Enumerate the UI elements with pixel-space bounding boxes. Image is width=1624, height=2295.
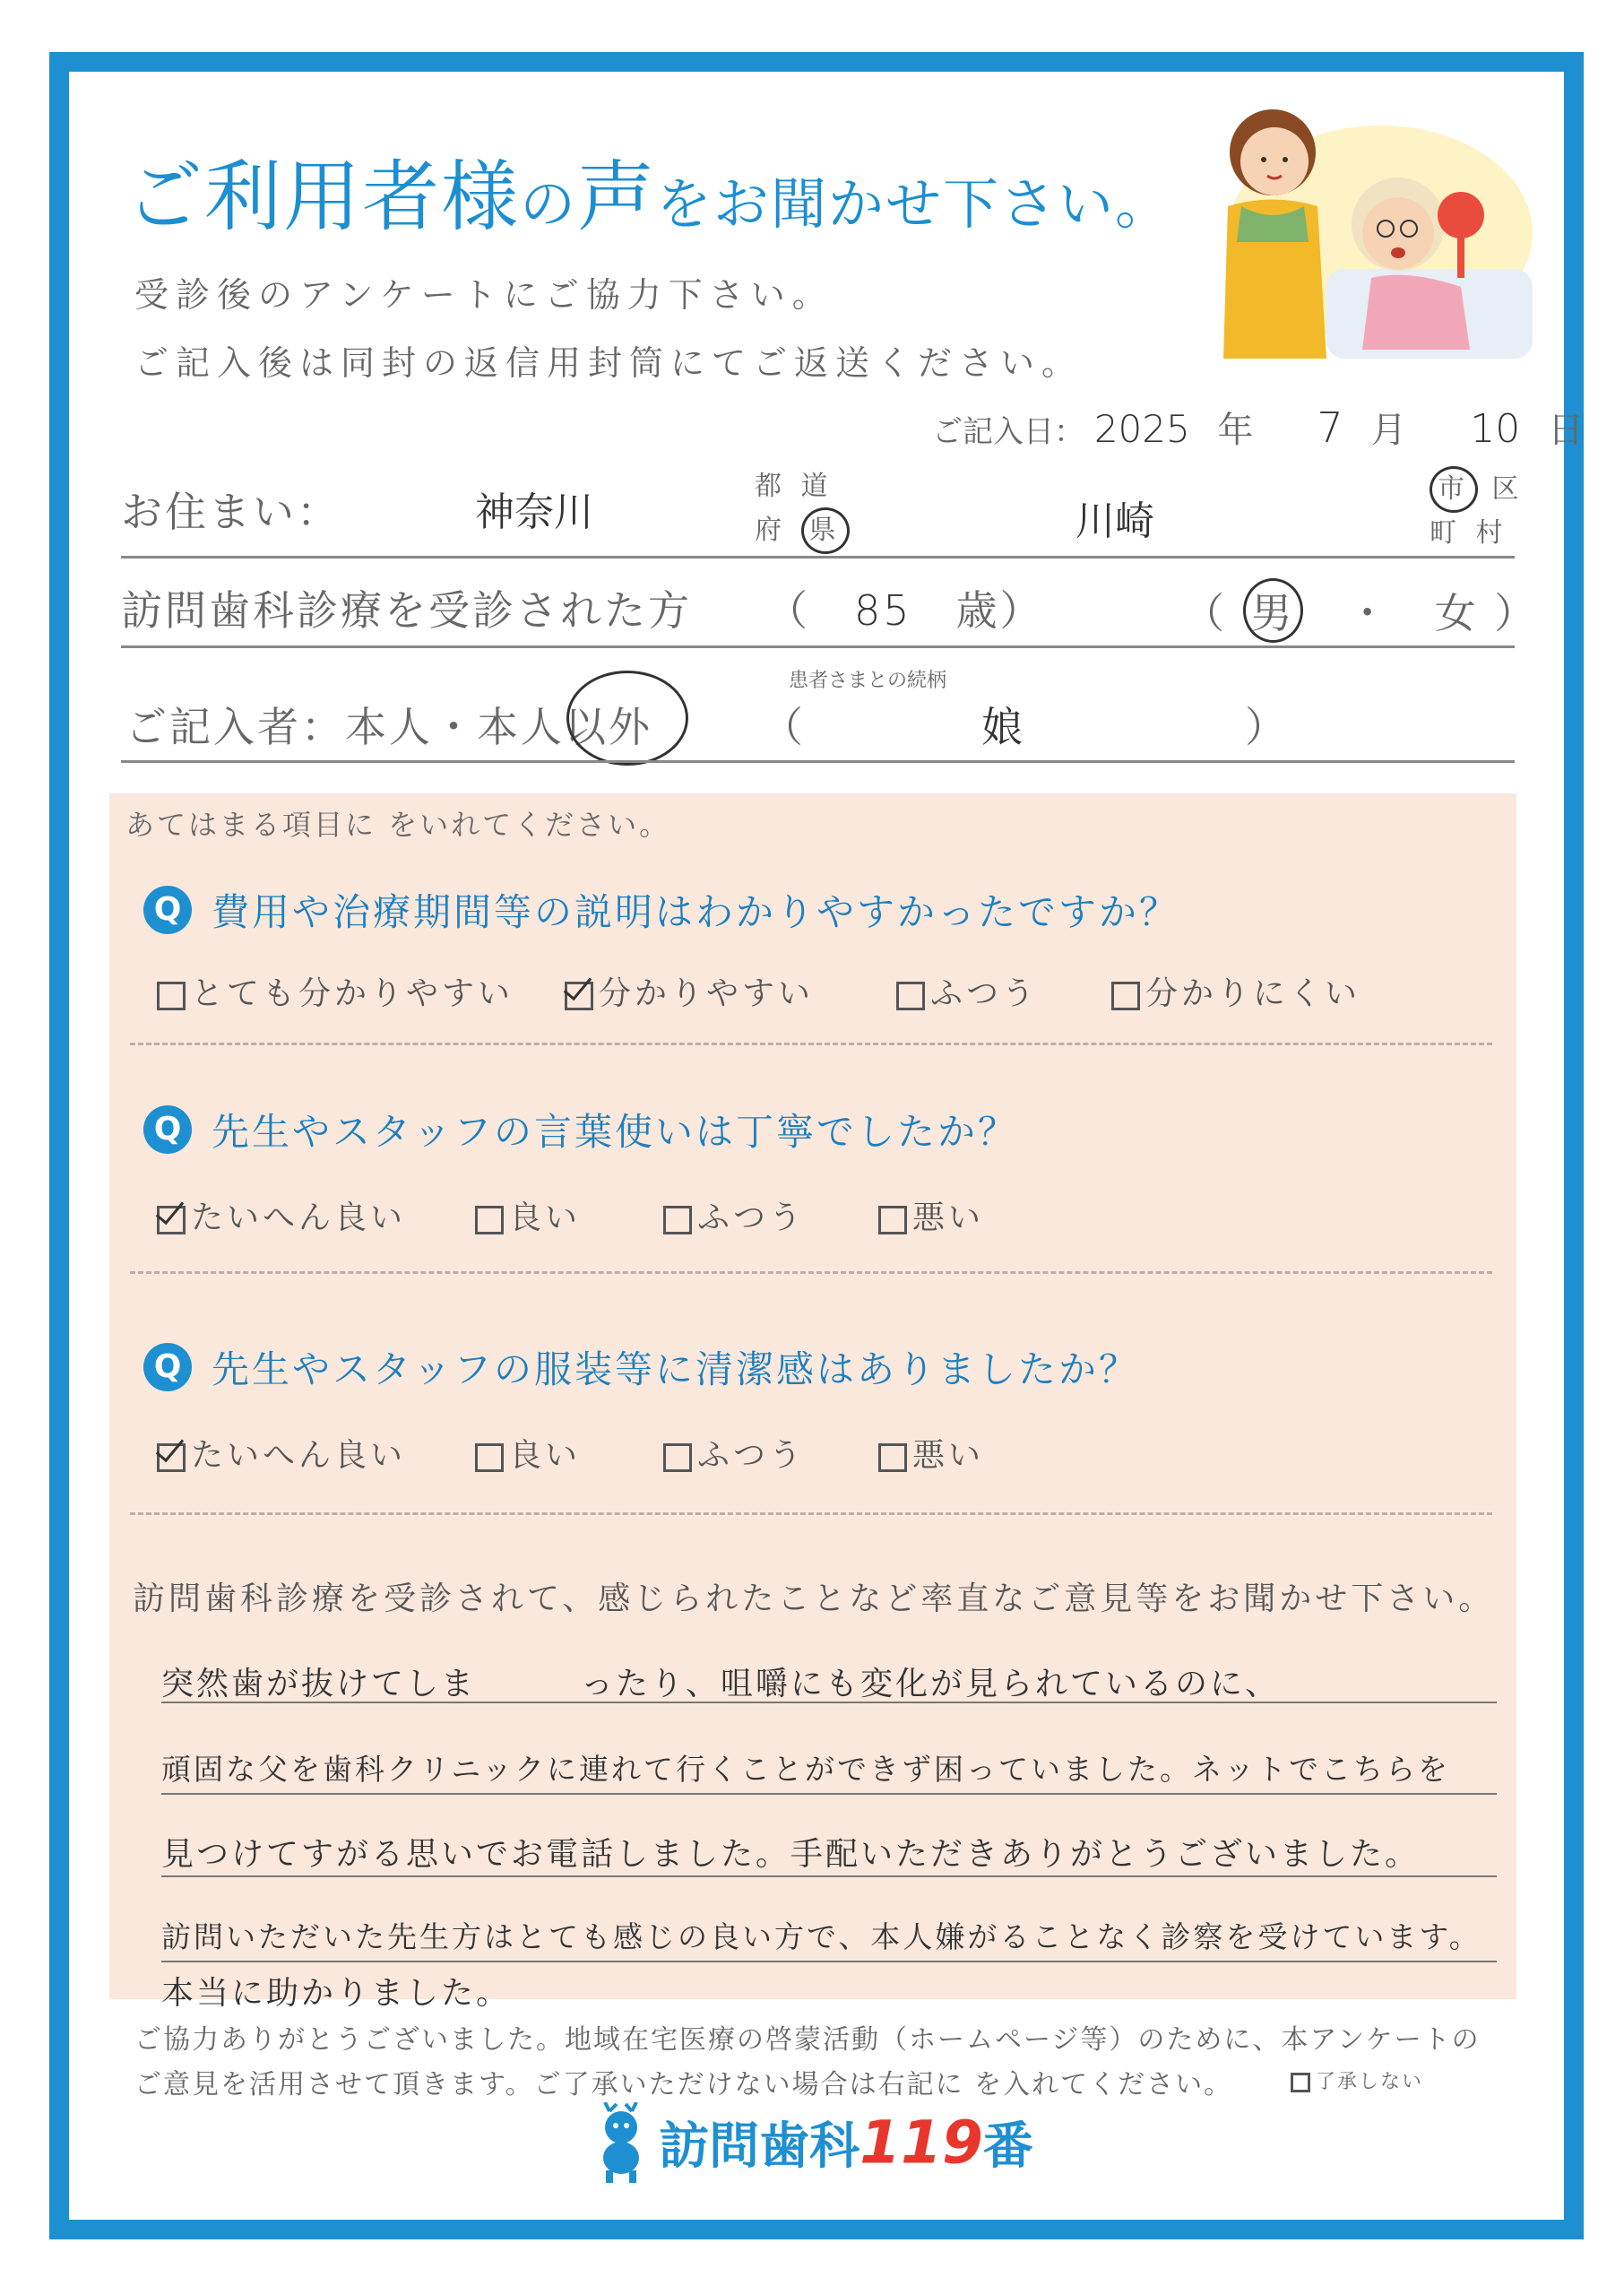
q1-option-1[interactable]: とても分かりやすい <box>157 968 514 1014</box>
writer-other-circle <box>566 671 688 766</box>
question-1: Q 費用や治療期間等の説明はわかりやすかったですか？ <box>143 883 1179 937</box>
divider <box>121 760 1515 763</box>
q-icon: Q <box>143 1105 192 1154</box>
brand-logo: 訪問歯科119番 <box>592 2102 1033 2183</box>
sex-male-selected: 男 <box>1243 578 1303 643</box>
subtitle-instructions: 受診後のアンケートにご協力下さい。 <box>134 275 834 315</box>
q3-option-1[interactable]: たいへん良い <box>157 1430 406 1476</box>
patient-label: 訪問歯科診療を受診された方 <box>121 586 692 635</box>
page-title: ご利用者様の声をお聞かせ下さい。 <box>125 152 1173 242</box>
date-row: ご記入日： 2025 年 7 月 10 日 <box>932 403 1585 452</box>
comment-rule <box>161 1875 1497 1877</box>
patient-age: （ 85 歳） <box>766 586 1044 635</box>
date-month: 7 <box>1317 403 1343 452</box>
address-city: 川崎 <box>1075 498 1154 544</box>
prefecture-units: 都 道 府 県 <box>755 466 850 554</box>
date-year: 2025 <box>1093 407 1190 451</box>
patient-sex: （ 男 ・ 女 ） <box>1183 578 1538 643</box>
relation-caption: 患者さまとの続柄 <box>789 670 947 692</box>
nurse-patient-illustration <box>1174 90 1533 368</box>
comment-rule <box>161 1961 1497 1962</box>
divider <box>130 1512 1492 1515</box>
q1-option-2[interactable]: 分かりやすい <box>565 968 814 1014</box>
divider <box>130 1271 1492 1274</box>
q2-option-4[interactable]: 悪い <box>878 1192 984 1238</box>
q3-option-2[interactable]: 良い <box>475 1430 581 1476</box>
divider <box>121 645 1515 648</box>
city-units: 市 区 町 村 <box>1430 466 1525 554</box>
q2-option-1[interactable]: たいへん良い <box>157 1192 406 1238</box>
q-icon: Q <box>143 886 192 934</box>
q1-option-4[interactable]: 分かりにくい <box>1111 968 1361 1014</box>
comment-line-1: 突然歯が抜けてしま ったり、咀嚼にも変化が見られているのに、 <box>161 1666 1281 1702</box>
q2-option-2[interactable]: 良い <box>475 1192 581 1238</box>
open-question: 訪問歯科診療を受診されて、感じられたことなど率直なご意見等をお聞かせ下さい。 <box>133 1581 1495 1617</box>
q3-option-3[interactable]: ふつう <box>663 1430 805 1476</box>
q-icon: Q <box>143 1343 192 1391</box>
date-day: 10 <box>1470 406 1521 452</box>
q3-option-4[interactable]: 悪い <box>878 1430 984 1476</box>
footer-note-1: ご協力ありがとうございました。地域在宅医療の啓蒙活動（ホームページ等）のために、本アンケートの <box>134 2024 1481 2056</box>
question-3: Q 先生やスタッフの服装等に清潔感はありましたか？ <box>143 1340 1139 1394</box>
q2-option-3[interactable]: ふつう <box>663 1192 805 1238</box>
check-instruction: あてはまる項目に をいれてください。 <box>125 808 671 842</box>
comment-rule <box>161 1702 1497 1703</box>
question-2: Q 先生やスタッフの言葉使いは丁寧でしたか？ <box>143 1103 1018 1156</box>
comment-line-4: 訪問いただいた先生方はとても感じの良い方で、本人嫌がることなく診察を受けています。 <box>161 1919 1481 1954</box>
comment-rule <box>161 1793 1497 1795</box>
q1-option-3[interactable]: ふつう <box>896 968 1038 1014</box>
decline-checkbox[interactable]: 了承しない <box>1291 2066 1423 2094</box>
writer-relation: （ 娘 ） <box>762 703 1289 751</box>
subtitle-return: ご記入後は同封の返信用封筒にてご返送ください。 <box>134 343 1084 383</box>
divider <box>121 556 1515 559</box>
address-label: お住まい： <box>121 488 341 536</box>
comment-line-3: 見つけてすがる思いでお電話しました。手配いただきありがとうございました。 <box>161 1836 1421 1873</box>
comment-line-5: 本当に助かりました。 <box>161 1975 512 2012</box>
writer-label: ご記入者：本人・本人以外 <box>125 703 652 751</box>
divider <box>130 1043 1492 1045</box>
footer-note-2: ご意見を活用させて頂きます。ご了承いただけない場合は右記に を入れてください。 <box>134 2069 1233 2100</box>
comment-line-2: 頑固な父を歯科クリニックに連れて行くことができず困っていました。ネットでこちらを <box>161 1752 1451 1787</box>
address-prefecture: 神奈川 <box>475 489 593 535</box>
deer-mascot-icon <box>592 2102 654 2183</box>
